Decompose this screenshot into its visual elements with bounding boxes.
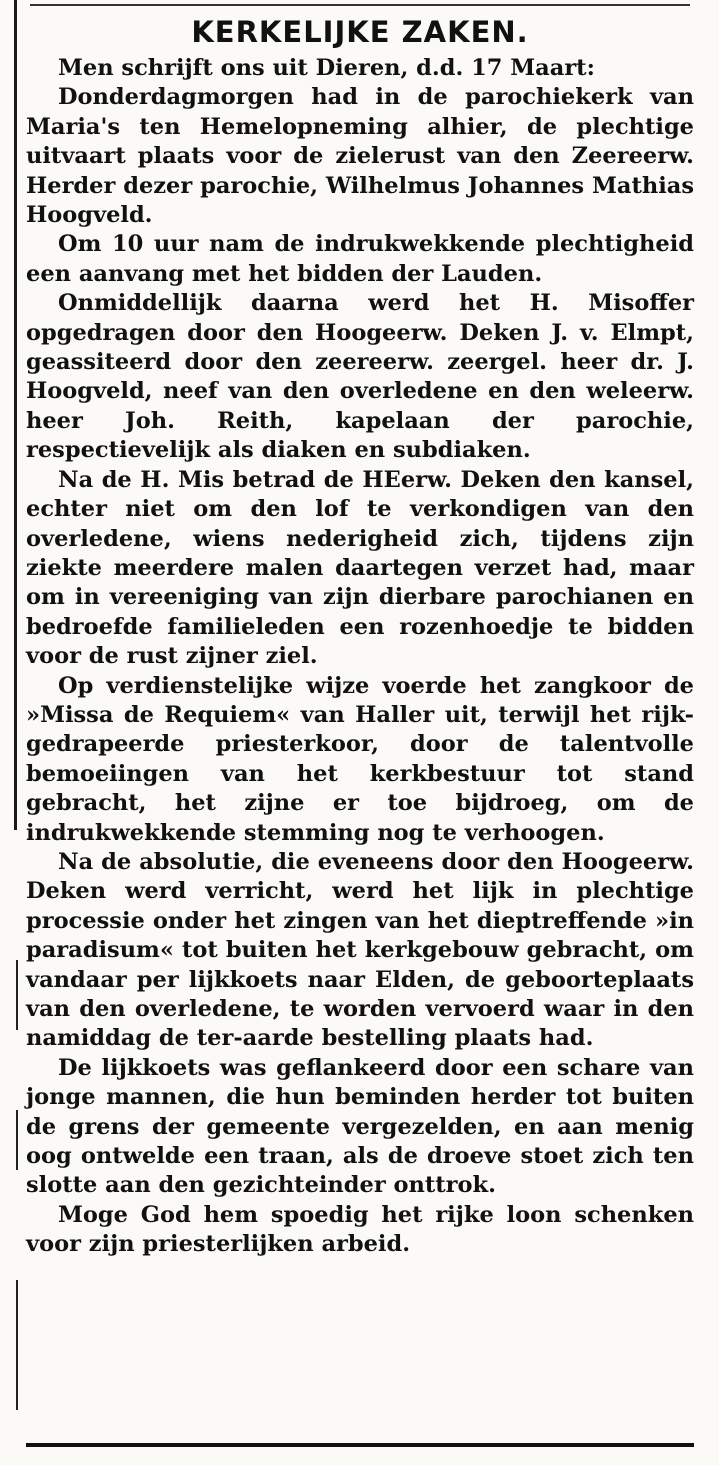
column-rule <box>14 0 17 830</box>
article-paragraph: Moge God hem spoedig het rijke loon schenken voor zijn priesterlijken arbeid. <box>26 1201 694 1258</box>
article <box>26 14 694 1260</box>
article-paragraph: Na de H. Mis betrad de HEerw. Deken den kansel, echter niet om den lof te verkondigen van den overledene, wiens nederigheid zich, tijdens zijn ziekte meerdere malen daartegen verzet had, maar om in vereeniging van zijn dierbare parochianen en bedroefde familieleden een rozenhoedje te bidden voor de rust zijner ziel. <box>26 466 694 670</box>
article-paragraph: Om 10 uur nam de indrukwekkende plechtigheid een aanvang met het bidden der Lauden. <box>26 231 694 287</box>
article-paragraph: Op verdienstelijke wijze voerde het zangkoor de »Missa de Requiem« van Haller uit, terwijl het rijk-gedrapeerde priesterkoor, door de talentvolle bemoeiingen van het kerkbestuur tot stand gebracht, het zijne er toe bijdroeg, om de indrukwekkende stemming nog te verhoogen. <box>26 672 694 846</box>
article-paragraph: De lijkkoets was geflankeerd door een schare van jonge mannen, die hun beminden herder tot buiten de grens der gemeente vergezelden, en aan menig oog ontwelde een traan, als de droeve stoet zich ten slotte aan den gezichteinder onttrok. <box>26 1054 694 1199</box>
article-paragraph: Onmiddellijk daarna werd het H. Misoffer opgedragen door den Hoogeerw. Deken J. v. Elmpt, geassiteerd door den zeereerw. zeergel. heer dr. J. Hoogveld, neef van den overledene en den weleerw. heer Joh. Reith, kapelaan der parochie, respectievelijk als diaken en subdiaken. <box>26 290 694 464</box>
article-paragraph: Men schrijft ons uit Dieren, d.d. 17 Maart: <box>58 55 595 81</box>
article-paragraph: Donderdagmorgen had in de parochiekerk van Maria's ten Hemelopneming alhier, de plechtige uitvaart plaats voor de zielerust van den Zeereerw. Herder dezer parochie, Wilhelmus Johannes Mathias Hoogveld. <box>26 84 694 229</box>
column-rule-fragment <box>16 1280 18 1410</box>
top-divider <box>30 4 690 6</box>
column-rule-fragment <box>16 960 18 1030</box>
column-rule-fragment <box>16 1110 18 1170</box>
article-paragraph: Na de absolutie, die eveneens door den Hoogeerw. Deken werd verricht, werd het lijk in plechtige processie onder het zingen van het dieptreffende »in paradisum« tot buiten het kerkgebouw gebracht, om vandaar per lijkkoets naar Elden, de geboorteplaats van den overledene, te worden vervoerd waar in den namiddag de ter-aarde bestelling plaats had. <box>26 848 694 1052</box>
bottom-divider <box>26 1443 694 1447</box>
article-headline: KERKELIJKE ZAKEN. <box>191 15 529 49</box>
